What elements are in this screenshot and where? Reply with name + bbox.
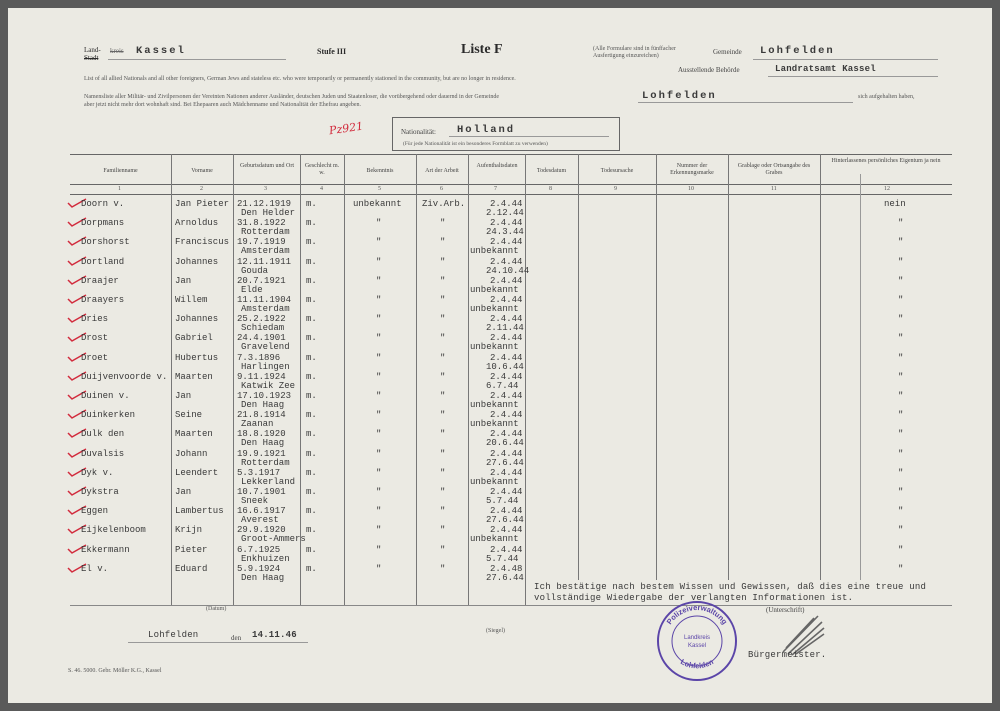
land-label: Land- Stadt bbox=[84, 46, 101, 62]
cell-first: Franciscus bbox=[175, 237, 230, 248]
cell-property: " bbox=[898, 275, 904, 286]
cell-first: Maarten bbox=[175, 429, 213, 440]
cell-stay-to: 24.3.44 bbox=[486, 227, 524, 238]
cell-sex: m. bbox=[306, 391, 317, 401]
table-row bbox=[8, 199, 992, 219]
cell-first: Johannes bbox=[175, 314, 219, 325]
cell-sex: m. bbox=[306, 371, 317, 382]
cell-first: Maarten bbox=[175, 371, 213, 382]
cell-work: " bbox=[440, 544, 446, 555]
cell-stay-from: 2.4.48 bbox=[490, 563, 523, 574]
col-num-1: 1 bbox=[118, 186, 121, 192]
cell-stay-to: 6.7.44 bbox=[486, 380, 519, 391]
cell-birth-place: Amsterdam bbox=[241, 304, 290, 314]
kreis-value: Kassel bbox=[136, 45, 186, 57]
col-num-5: 5 bbox=[378, 186, 381, 192]
col-header-6: Art der Arbeit bbox=[425, 168, 459, 174]
cell-work: " bbox=[440, 467, 446, 478]
cell-birth-date: 29.9.1920 bbox=[237, 525, 286, 536]
table-row bbox=[8, 353, 992, 373]
nationality-note: (Für jede Nationalität ist ein besonderes Formblatt zu verwenden) bbox=[403, 141, 548, 147]
col-header-8: Todesdatum bbox=[536, 168, 567, 174]
cell-religion: " bbox=[376, 544, 382, 555]
cell-first: Lambertus bbox=[175, 506, 224, 517]
cell-work: " bbox=[440, 256, 446, 267]
cell-stay-to: 5.7.44 bbox=[486, 553, 519, 564]
date-value: 14.11.46 bbox=[252, 630, 297, 640]
cell-property: " bbox=[898, 295, 904, 305]
cell-name: Duvalsis bbox=[81, 448, 125, 459]
col-num-4: 4 bbox=[320, 186, 323, 192]
cell-first: Jan bbox=[175, 275, 192, 286]
cell-sex: m. bbox=[306, 525, 317, 536]
table-row bbox=[8, 506, 992, 526]
cell-stay-from: 2.4.44 bbox=[490, 256, 523, 267]
cell-name: Draayers bbox=[81, 295, 125, 305]
cell-birth-date: 16.6.1917 bbox=[237, 506, 286, 517]
cell-stay-to: unbekannt bbox=[470, 400, 519, 410]
cell-stay-to: unbekannt bbox=[470, 304, 519, 314]
cell-property: " bbox=[898, 429, 904, 440]
cell-property: " bbox=[898, 525, 904, 536]
cell-sex: m. bbox=[306, 333, 317, 344]
cell-sex: m. bbox=[306, 467, 317, 478]
table-row bbox=[8, 391, 992, 411]
cell-religion: " bbox=[376, 563, 382, 574]
cell-religion: " bbox=[376, 237, 382, 248]
cell-property: " bbox=[898, 237, 904, 248]
cell-sex: m. bbox=[306, 448, 317, 459]
cell-stay-to: 5.7.44 bbox=[486, 496, 519, 506]
col-header-12: Hinterlassenes persönliches Eigentum ja nein bbox=[831, 158, 941, 164]
nationality-label: Nationalität: bbox=[401, 128, 436, 136]
stamp-text-bottom: Lohfelden bbox=[679, 657, 715, 671]
cell-name: Eggen bbox=[81, 506, 109, 517]
cell-work: " bbox=[440, 218, 446, 229]
cell-stay-from: 2.4.44 bbox=[490, 467, 523, 478]
cell-birth-place: Groot-Ammers bbox=[241, 534, 306, 545]
cell-religion: " bbox=[376, 487, 382, 497]
cell-first: Krijn bbox=[175, 525, 203, 536]
signer-title: Bürgermeister. bbox=[748, 650, 827, 660]
cell-birth-place: Den Helder bbox=[241, 208, 296, 218]
nationality-box bbox=[392, 117, 620, 151]
table-row bbox=[8, 545, 992, 565]
cell-birth-date: 24.4.1901 bbox=[237, 333, 286, 344]
svg-text:Lohfelden bbox=[679, 657, 715, 670]
cell-stay-from: 2.4.44 bbox=[490, 314, 523, 325]
cell-birth-date: 18.8.1920 bbox=[237, 429, 286, 440]
col-num-8: 8 bbox=[549, 186, 552, 192]
cell-first: Eduard bbox=[175, 563, 208, 574]
cell-first: Jan Pieter bbox=[175, 199, 230, 209]
cell-work: " bbox=[440, 506, 446, 517]
stamp-text-top: Polizeiverwaltung bbox=[664, 602, 730, 627]
table-row bbox=[8, 468, 992, 488]
cell-stay-to: 27.6.44 bbox=[486, 457, 524, 468]
cell-sex: m. bbox=[306, 314, 317, 325]
instruction-german-1-end: sich aufgehalten haben, bbox=[858, 94, 915, 100]
kreis-label: kreis bbox=[110, 47, 124, 55]
cell-name: Ekkermann bbox=[81, 544, 130, 555]
col-header-1: Familienname bbox=[103, 168, 138, 174]
cell-work: " bbox=[440, 563, 446, 574]
signature-label: (Unterschrift) bbox=[766, 606, 805, 614]
cell-sex: m. bbox=[306, 295, 317, 305]
declaration-line-2: vollständige Wiedergabe der verlangten Informationen ist. bbox=[534, 593, 854, 603]
col-header-10: Nummer der Erkennungsmarke bbox=[670, 163, 714, 176]
cell-name: Duinen v. bbox=[81, 391, 130, 401]
instruction-german-2: aber jetzt nicht mehr dort wohnhaft sind. Bei Ehepaaren auch Mädchenname und Nationalität der Ehefrau angeben. bbox=[84, 102, 362, 108]
table-bottom-border bbox=[70, 605, 952, 606]
cell-stay-to: 27.6.44 bbox=[486, 572, 524, 583]
cell-religion: " bbox=[376, 352, 382, 363]
cell-stay-to: unbekannt bbox=[470, 246, 519, 257]
cell-name: Draajer bbox=[81, 275, 119, 286]
cell-stay-from: 2.4.44 bbox=[490, 391, 523, 401]
page-title: Liste F bbox=[461, 42, 503, 57]
table-row bbox=[8, 276, 992, 296]
table-row bbox=[8, 525, 992, 545]
instruction-german-1: Namensliste aller Militär- und Zivilpersonen der Vereinten Nationen anderer Ausländer, deutschen Juden und Staatenloser, die vorübergehend oder dauernd in der Gemeinde bbox=[84, 94, 500, 100]
col-num-7: 7 bbox=[494, 186, 497, 192]
cell-sex: m. bbox=[306, 487, 317, 497]
cell-birth-place: Gravelend bbox=[241, 342, 290, 353]
cell-name: Duinkerken bbox=[81, 410, 136, 421]
cell-work: " bbox=[440, 237, 446, 248]
cell-stay-from: 2.4.44 bbox=[490, 448, 523, 459]
cell-property: " bbox=[898, 218, 904, 229]
cell-religion: " bbox=[376, 371, 382, 382]
cell-property: " bbox=[898, 391, 904, 401]
cell-religion: " bbox=[376, 391, 382, 401]
cell-first: Pieter bbox=[175, 544, 208, 555]
svg-text:Polizeiverwaltung bbox=[665, 603, 730, 626]
gemeinde-underline bbox=[753, 59, 938, 60]
cell-birth-place: Rotterdam bbox=[241, 457, 290, 468]
cell-birth-place: Rotterdam bbox=[241, 227, 290, 238]
cell-religion: " bbox=[376, 448, 382, 459]
cell-work: " bbox=[440, 333, 446, 344]
cell-religion: " bbox=[376, 525, 382, 536]
cell-birth-place: Den Haag bbox=[241, 438, 285, 449]
cell-name: Dykstra bbox=[81, 487, 119, 497]
cell-stay-from: 2.4.44 bbox=[490, 352, 523, 363]
cell-work: " bbox=[440, 314, 446, 325]
gemeinde-label: Gemeinde bbox=[713, 48, 742, 56]
table-row bbox=[8, 333, 992, 353]
cell-work: " bbox=[440, 352, 446, 363]
cell-sex: m. bbox=[306, 410, 317, 421]
cell-religion: " bbox=[376, 275, 382, 286]
cell-birth-date: 17.10.1923 bbox=[237, 391, 292, 401]
gemeinde-value: Lohfelden bbox=[760, 45, 835, 57]
table-row bbox=[8, 449, 992, 469]
cell-religion: unbekannt bbox=[353, 199, 402, 209]
cell-sex: m. bbox=[306, 199, 317, 209]
col-header-3: Geburtsdatum und Ort bbox=[240, 163, 294, 169]
cell-religion: " bbox=[376, 218, 382, 229]
cell-name: El v. bbox=[81, 563, 109, 574]
col-num-12: 12 bbox=[884, 186, 890, 192]
cell-sex: m. bbox=[306, 544, 317, 555]
cell-name: Dries bbox=[81, 314, 109, 325]
cell-birth-place: Amsterdam bbox=[241, 246, 290, 257]
cell-property: " bbox=[898, 506, 904, 517]
cell-birth-place: Schiedam bbox=[241, 323, 285, 334]
cell-property: " bbox=[898, 467, 904, 478]
cell-sex: m. bbox=[306, 352, 317, 363]
cell-stay-to: 10.6.44 bbox=[486, 361, 524, 372]
cell-religion: " bbox=[376, 256, 382, 267]
col-header-4: Geschlecht m. w. bbox=[304, 163, 340, 176]
cell-birth-date: 21.12.1919 bbox=[237, 199, 292, 209]
cell-stay-to: 20.6.44 bbox=[486, 438, 524, 449]
cell-birth-date: 31.8.1922 bbox=[237, 218, 286, 229]
cell-work: " bbox=[440, 275, 446, 286]
nationality-value: Holland bbox=[457, 124, 516, 136]
col-header-5: Bekenntnis bbox=[366, 168, 394, 174]
cell-name: Drost bbox=[81, 333, 109, 344]
cell-stay-from: 2.4.44 bbox=[490, 371, 523, 382]
cell-birth-date: 19.9.1921 bbox=[237, 448, 286, 459]
cell-property: " bbox=[898, 256, 904, 267]
cell-stay-from: 2.4.44 bbox=[490, 487, 523, 497]
cell-name: Doorn v. bbox=[81, 199, 125, 209]
table-row bbox=[8, 314, 992, 334]
cell-first: Arnoldus bbox=[175, 218, 219, 229]
cell-stay-from: 2.4.44 bbox=[490, 295, 523, 305]
col-num-2: 2 bbox=[200, 186, 203, 192]
stamp-text-mid-1: Landkreis bbox=[683, 635, 711, 641]
cell-stay-to: unbekannt bbox=[470, 534, 519, 545]
cell-work: " bbox=[440, 410, 446, 421]
cell-sex: m. bbox=[306, 237, 317, 248]
table-row bbox=[8, 429, 992, 449]
printer-note: S. 46. 5000. Gebr. Möller K.G., Kassel bbox=[68, 668, 162, 674]
cell-sex: m. bbox=[306, 218, 317, 229]
cell-birth-place: Enkhuizen bbox=[241, 553, 290, 564]
cell-property: " bbox=[898, 544, 904, 555]
cell-birth-place: Zaanan bbox=[241, 419, 274, 430]
col-num-10: 10 bbox=[688, 186, 694, 192]
table-row bbox=[8, 410, 992, 430]
table-row bbox=[8, 487, 992, 507]
cell-birth-place: Averest bbox=[241, 515, 279, 526]
cell-stay-to: unbekannt bbox=[470, 342, 519, 353]
stamp-text-mid-2: Kassel bbox=[687, 643, 707, 649]
cell-stay-from: 2.4.44 bbox=[490, 275, 523, 286]
cell-stay-from: 2.4.44 bbox=[490, 237, 523, 248]
cell-stay-to: 27.6.44 bbox=[486, 515, 524, 526]
document-page bbox=[8, 8, 992, 703]
cell-stay-from: 2.4.44 bbox=[490, 199, 523, 209]
col-header-11: Grablage oder Ortsangabe des Grabes bbox=[737, 163, 811, 176]
cell-first: Jan bbox=[175, 391, 192, 401]
cell-stay-to: unbekannt bbox=[470, 476, 519, 487]
cell-stay-to: unbekannt bbox=[470, 284, 519, 295]
cell-work: " bbox=[440, 391, 446, 401]
cell-birth-place: Katwik Zee bbox=[241, 380, 296, 391]
cell-birth-date: 7.3.1896 bbox=[237, 352, 281, 363]
cell-religion: " bbox=[376, 429, 382, 440]
cell-first: Johannes bbox=[175, 256, 219, 267]
cell-birth-place: Elde bbox=[241, 284, 263, 295]
table-row bbox=[8, 564, 992, 584]
cell-stay-to: 2.12.44 bbox=[486, 208, 524, 218]
cell-name: Dorshorst bbox=[81, 237, 130, 248]
cell-property: " bbox=[898, 448, 904, 459]
col-num-3: 3 bbox=[264, 186, 267, 192]
stufe-label: Stufe III bbox=[317, 47, 347, 56]
declaration-line-1: Ich bestätige nach bestem Wissen und Gewissen, daß dies eine treue und bbox=[534, 582, 927, 592]
col-header-9: Todesursache bbox=[600, 168, 634, 174]
cell-name: Eijkelenboom bbox=[81, 525, 146, 536]
cell-property: " bbox=[898, 333, 904, 344]
cell-religion: " bbox=[376, 506, 382, 517]
date-label: (Datum) bbox=[206, 606, 227, 612]
behoerde-label: Ausstellende Behörde bbox=[678, 66, 740, 74]
cell-work: Ziv.Arb. bbox=[422, 199, 466, 209]
cell-birth-date: 6.7.1925 bbox=[237, 544, 281, 555]
cell-birth-date: 5.3.1917 bbox=[237, 467, 281, 478]
cell-work: " bbox=[440, 525, 446, 536]
cell-birth-date: 10.7.1901 bbox=[237, 487, 286, 497]
behoerde-underline bbox=[768, 76, 938, 77]
col-header-7: Aufenthaltsdaten bbox=[476, 163, 518, 169]
cell-first: Gabriel bbox=[175, 333, 213, 344]
col-num-11: 11 bbox=[771, 186, 777, 192]
cell-property: " bbox=[898, 563, 904, 574]
cell-religion: " bbox=[376, 410, 382, 421]
cell-birth-place: Harlingen bbox=[241, 361, 290, 372]
table-row bbox=[8, 257, 992, 277]
cell-name: Duijvenvoorde v. bbox=[81, 371, 168, 382]
place-value: Lohfelden bbox=[148, 630, 199, 640]
cell-birth-date: 5.9.1924 bbox=[237, 563, 281, 574]
cell-stay-to: unbekannt bbox=[470, 419, 519, 430]
cell-birth-place: Sneek bbox=[241, 496, 269, 506]
cell-stay-from: 2.4.44 bbox=[490, 218, 523, 229]
cell-birth-date: 9.11.1924 bbox=[237, 371, 286, 382]
kreis-underline bbox=[108, 59, 286, 60]
col-header-2: Vorname bbox=[191, 168, 213, 174]
cell-property: " bbox=[898, 371, 904, 382]
cell-work: " bbox=[440, 429, 446, 440]
cell-stay-from: 2.4.44 bbox=[490, 544, 523, 555]
cell-sex: m. bbox=[306, 256, 317, 267]
instruction-english: List of all allied Nationals and all other foreigners, German Jews and stateless etc. who were temporarily or permanently stationed in the community, but are no longer in residence. bbox=[84, 76, 516, 82]
cell-sex: m. bbox=[306, 275, 317, 286]
cell-birth-date: 11.11.1904 bbox=[237, 295, 292, 305]
cell-property: " bbox=[898, 352, 904, 363]
cell-birth-date: 20.7.1921 bbox=[237, 275, 286, 286]
cell-stay-from: 2.4.44 bbox=[490, 429, 523, 440]
cell-sex: m. bbox=[306, 563, 317, 574]
cell-name: Dyk v. bbox=[81, 467, 114, 478]
cell-birth-place: Den Haag bbox=[241, 572, 285, 583]
table-row bbox=[8, 295, 992, 315]
cell-name: Dorpmans bbox=[81, 218, 125, 229]
cell-birth-date: 25.2.1922 bbox=[237, 314, 286, 325]
table-row bbox=[8, 237, 992, 257]
cell-first: Willem bbox=[175, 295, 208, 305]
cell-name: Dulk den bbox=[81, 429, 125, 440]
cell-religion: " bbox=[376, 314, 382, 325]
cell-work: " bbox=[440, 371, 446, 382]
cell-stay-from: 2.4.44 bbox=[490, 506, 523, 517]
red-pencil-annotation: Pz921 bbox=[328, 119, 364, 138]
cell-name: Droet bbox=[81, 352, 109, 363]
cell-sex: m. bbox=[306, 429, 317, 440]
form-note: (Alle Formulare sind in fünffacher Ausfertigung einzureichen) bbox=[593, 46, 676, 59]
cell-property: " bbox=[898, 314, 904, 325]
cell-sex: m. bbox=[306, 506, 317, 517]
cell-stay-from: 2.4.44 bbox=[490, 525, 523, 536]
cell-religion: " bbox=[376, 295, 382, 305]
cell-stay-from: 2.4.44 bbox=[490, 333, 523, 344]
col-num-9: 9 bbox=[614, 186, 617, 192]
cell-first: Hubertus bbox=[175, 352, 219, 363]
community-underline bbox=[638, 102, 853, 103]
cell-name: Dortland bbox=[81, 256, 125, 267]
police-stamp bbox=[654, 598, 740, 684]
cell-work: " bbox=[440, 295, 446, 305]
den-label: den bbox=[231, 634, 242, 642]
cell-birth-date: 12.11.1911 bbox=[237, 256, 292, 267]
col-num-6: 6 bbox=[440, 186, 443, 192]
cell-stay-to: 2.11.44 bbox=[486, 323, 524, 334]
seal-label: (Siegel) bbox=[486, 628, 505, 634]
cell-birth-place: Gouda bbox=[241, 265, 269, 276]
cell-birth-place: Den Haag bbox=[241, 400, 285, 410]
cell-property: " bbox=[898, 410, 904, 421]
cell-work: " bbox=[440, 487, 446, 497]
cell-stay-to: 24.10.44 bbox=[486, 265, 530, 276]
cell-birth-place: Lekkerland bbox=[241, 476, 296, 487]
cell-first: Leendert bbox=[175, 467, 219, 478]
behoerde-value: Landratsamt Kassel bbox=[775, 64, 876, 74]
cell-birth-date: 19.7.1919 bbox=[237, 237, 286, 248]
cell-property: " bbox=[898, 487, 904, 497]
table-row bbox=[8, 218, 992, 238]
cell-birth-date: 21.8.1914 bbox=[237, 410, 286, 421]
cell-religion: " bbox=[376, 333, 382, 344]
cell-religion: " bbox=[376, 467, 382, 478]
table-row bbox=[8, 372, 992, 392]
cell-stay-from: 2.4.44 bbox=[490, 410, 523, 421]
cell-first: Seine bbox=[175, 410, 203, 421]
cell-property: nein bbox=[884, 199, 906, 209]
instruction-community: Lohfelden bbox=[642, 90, 717, 102]
cell-work: " bbox=[440, 448, 446, 459]
cell-first: Johann bbox=[175, 448, 208, 459]
cell-first: Jan bbox=[175, 487, 192, 497]
